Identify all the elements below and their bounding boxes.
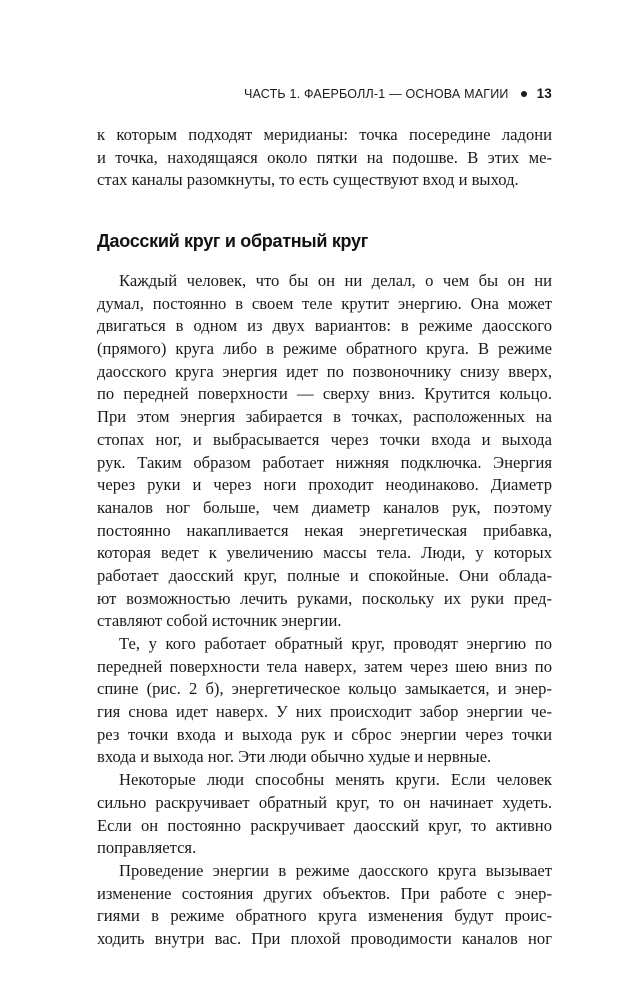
text-line: ходить внутри вас. При плохой проводимости каналов ног xyxy=(97,928,552,948)
text-line: поправляется. xyxy=(97,838,197,858)
paragraph xyxy=(97,270,552,633)
text-line: к которым подходят меридианы: точка посередине ладони xyxy=(97,125,552,144)
text-line: и точка, находящаяся около пятки на подошве. В этих ме- xyxy=(97,147,552,167)
text-line: спине (рис. 2 б), энергетическое кольцо замыкается, и энер- xyxy=(97,679,552,699)
text-line: Некоторые люди способны менять круги. Если человек xyxy=(119,770,552,790)
text-line: каналов ног больше, чем диаметр каналов рук, поэтому xyxy=(97,497,552,517)
section-body xyxy=(97,270,552,951)
text-line: При этом энергия забирается в точках, расположенных на xyxy=(97,407,552,427)
text-line: стах каналы разомкнуты, то есть существуют вход и выход. xyxy=(97,170,519,190)
text-line: Каждый человек, что бы он ни делал, о чем бы он ни xyxy=(119,271,552,290)
running-title: ЧАСТЬ 1. ФАЕРБОЛЛ-1 — ОСНОВА МАГИИ xyxy=(243,86,509,101)
text-line: через руки и через ноги проходит неодинаково. Диаметр xyxy=(97,475,552,495)
text-line: Те, у кого работает обратный круг, проводят энергию по xyxy=(119,634,552,653)
text-line: ставляют собой источник энергии. xyxy=(97,611,342,631)
text-line: работает даосский круг, полные и спокойные. Они облада- xyxy=(97,565,552,585)
paragraph xyxy=(97,633,552,769)
text-line: гиями в режиме обратного круга изменения будут проис- xyxy=(97,906,552,926)
text-line: даосского круга энергия идет по позвоночнику снизу вверх, xyxy=(97,361,552,381)
bullet-separator xyxy=(521,91,527,97)
section-heading: Даосский круг и обратный круг xyxy=(97,231,368,251)
paragraph xyxy=(97,860,552,951)
text-line: которая ведет к увеличению массы тела. Люди, у которых xyxy=(97,543,552,563)
text-line: (прямого) круга либо в режиме обратного круга. В режиме xyxy=(97,339,552,359)
paragraph xyxy=(97,769,552,860)
page-number: 13 xyxy=(536,86,552,101)
text-line: ют возможностью лечить руками, поскольку их руки пред- xyxy=(97,588,552,608)
text-line: Если он постоянно раскручивает даосский круг, то активно xyxy=(97,815,552,835)
running-head xyxy=(244,86,552,101)
text-line: стопах ног, и выбрасывается через точки входа и выхода xyxy=(97,429,552,449)
text-line: двигаться в одном из двух вариантов: в режиме даосского xyxy=(97,316,552,336)
text-line: думал, постоянно в своем теле крутит энергию. Она может xyxy=(97,293,552,313)
intro-paragraph xyxy=(97,124,552,192)
text-line: гия снова идет наверх. У них происходит забор энергии че- xyxy=(97,702,552,722)
text-line: Проведение энергии в режиме даосского круга вызывает xyxy=(119,860,552,880)
text-line: входа и выхода ног. Эти люди обычно худые и нервные. xyxy=(97,747,492,767)
text-line: постоянно накапливается некая энергетическая прибавка, xyxy=(97,520,552,540)
text-line: передней поверхности тела наверх, затем через шею вниз по xyxy=(97,656,552,676)
text-line: изменение состояния других объектов. При работе с энер- xyxy=(97,883,552,903)
text-line: по передней поверхности — сверху вниз. Крутится кольцо. xyxy=(97,384,552,404)
text-line: рез точки входа и выхода рук и сброс энергии через точки xyxy=(97,724,552,744)
text-line: рук. Таким образом работает нижняя подключка. Энергия xyxy=(97,452,552,472)
text-line: сильно раскручивает обратный круг, то он начинает худеть. xyxy=(97,792,552,812)
